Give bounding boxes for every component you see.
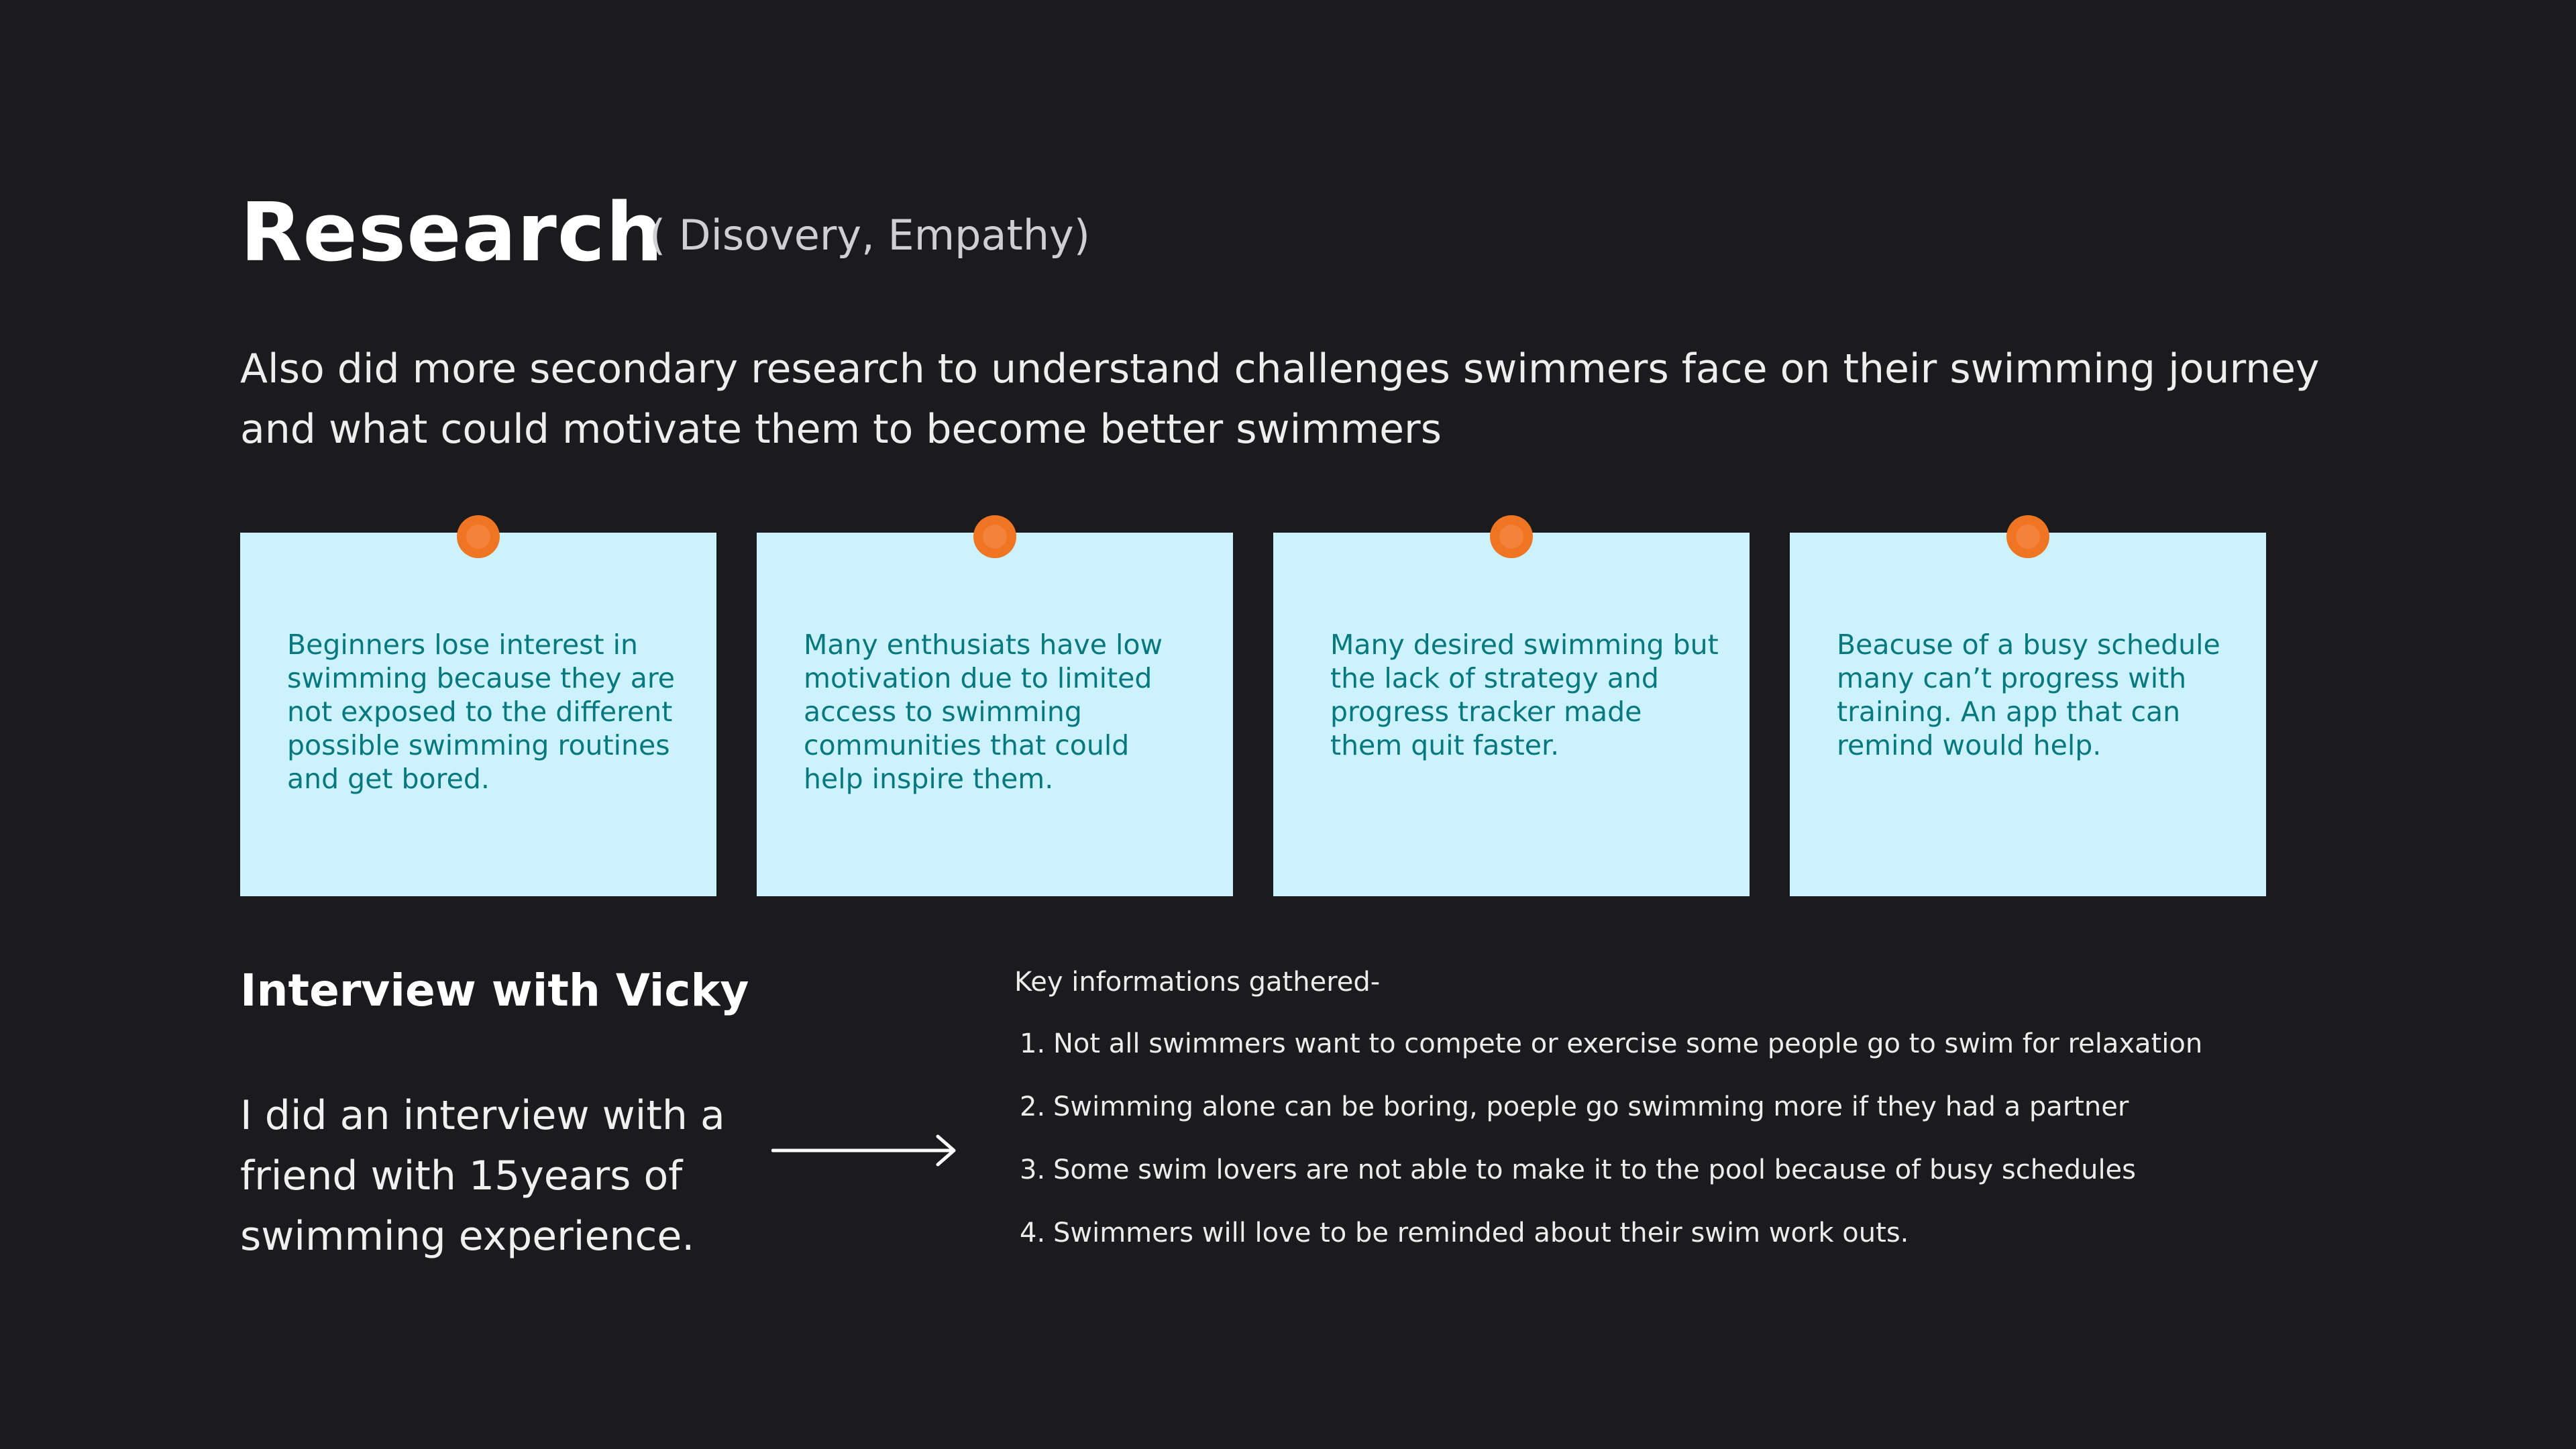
right-arrow-icon — [771, 1134, 959, 1167]
key-info-heading: Key informations gathered- — [1014, 967, 1381, 998]
key-info-list — [1014, 1024, 2202, 1276]
pin-icon — [2009, 518, 2047, 555]
list-item — [1014, 1213, 2202, 1276]
list-item-number: 4. — [1020, 1218, 1046, 1248]
list-item-number: 3. — [1020, 1155, 1046, 1185]
list-item-number: 2. — [1020, 1091, 1046, 1122]
list-item-number: 1. — [1020, 1028, 1046, 1059]
sticky-note — [1273, 533, 1750, 896]
sticky-note-text: Many desired swimming but the lack of strategy and progress tracker made them quit faster. — [1330, 629, 1719, 761]
page-title: Research — [240, 186, 664, 280]
sticky-note — [240, 533, 716, 896]
sticky-note — [1790, 533, 2266, 896]
list-item — [1014, 1087, 2202, 1150]
sticky-note-text: Beginners lose interest in swimming because they are not exposed to the different possible swimming routines and get bored. — [287, 629, 676, 795]
page-subtitle: ( Disovery, Empathy) — [649, 211, 1090, 260]
sticky-note — [757, 533, 1233, 896]
list-item — [1014, 1150, 2202, 1213]
interview-heading: Interview with Vicky — [240, 965, 749, 1016]
list-item — [1014, 1024, 2202, 1087]
sticky-note-text: Many enthusiats have low motivation due to limited access to swimming communities that could help inspire them. — [804, 629, 1163, 795]
list-item-text: Some swim lovers are not able to make it to the pool because of busy schedules — [1053, 1155, 2137, 1185]
sticky-note-text: Beacuse of a busy schedule many can’t progress with training. An app that can remind would help. — [1837, 629, 2220, 761]
interview-description: I did an interview with a friend with 15years of swimming experience. — [240, 1092, 725, 1260]
intro-paragraph: Also did more secondary research to understand challenges swimmers face on their swimming journey and what could motivate them to become better swimmers — [240, 345, 2320, 453]
list-item-text: Swimming alone can be boring, poeple go swimming more if they had a partner — [1053, 1091, 2129, 1122]
list-item-text: Not all swimmers want to compete or exercise some people go to swim for relaxation — [1053, 1028, 2203, 1059]
list-item-text: Swimmers will love to be reminded about their swim work outs. — [1053, 1218, 1909, 1248]
pin-icon — [460, 518, 497, 555]
pin-icon — [1493, 518, 1530, 555]
pin-icon — [976, 518, 1014, 555]
